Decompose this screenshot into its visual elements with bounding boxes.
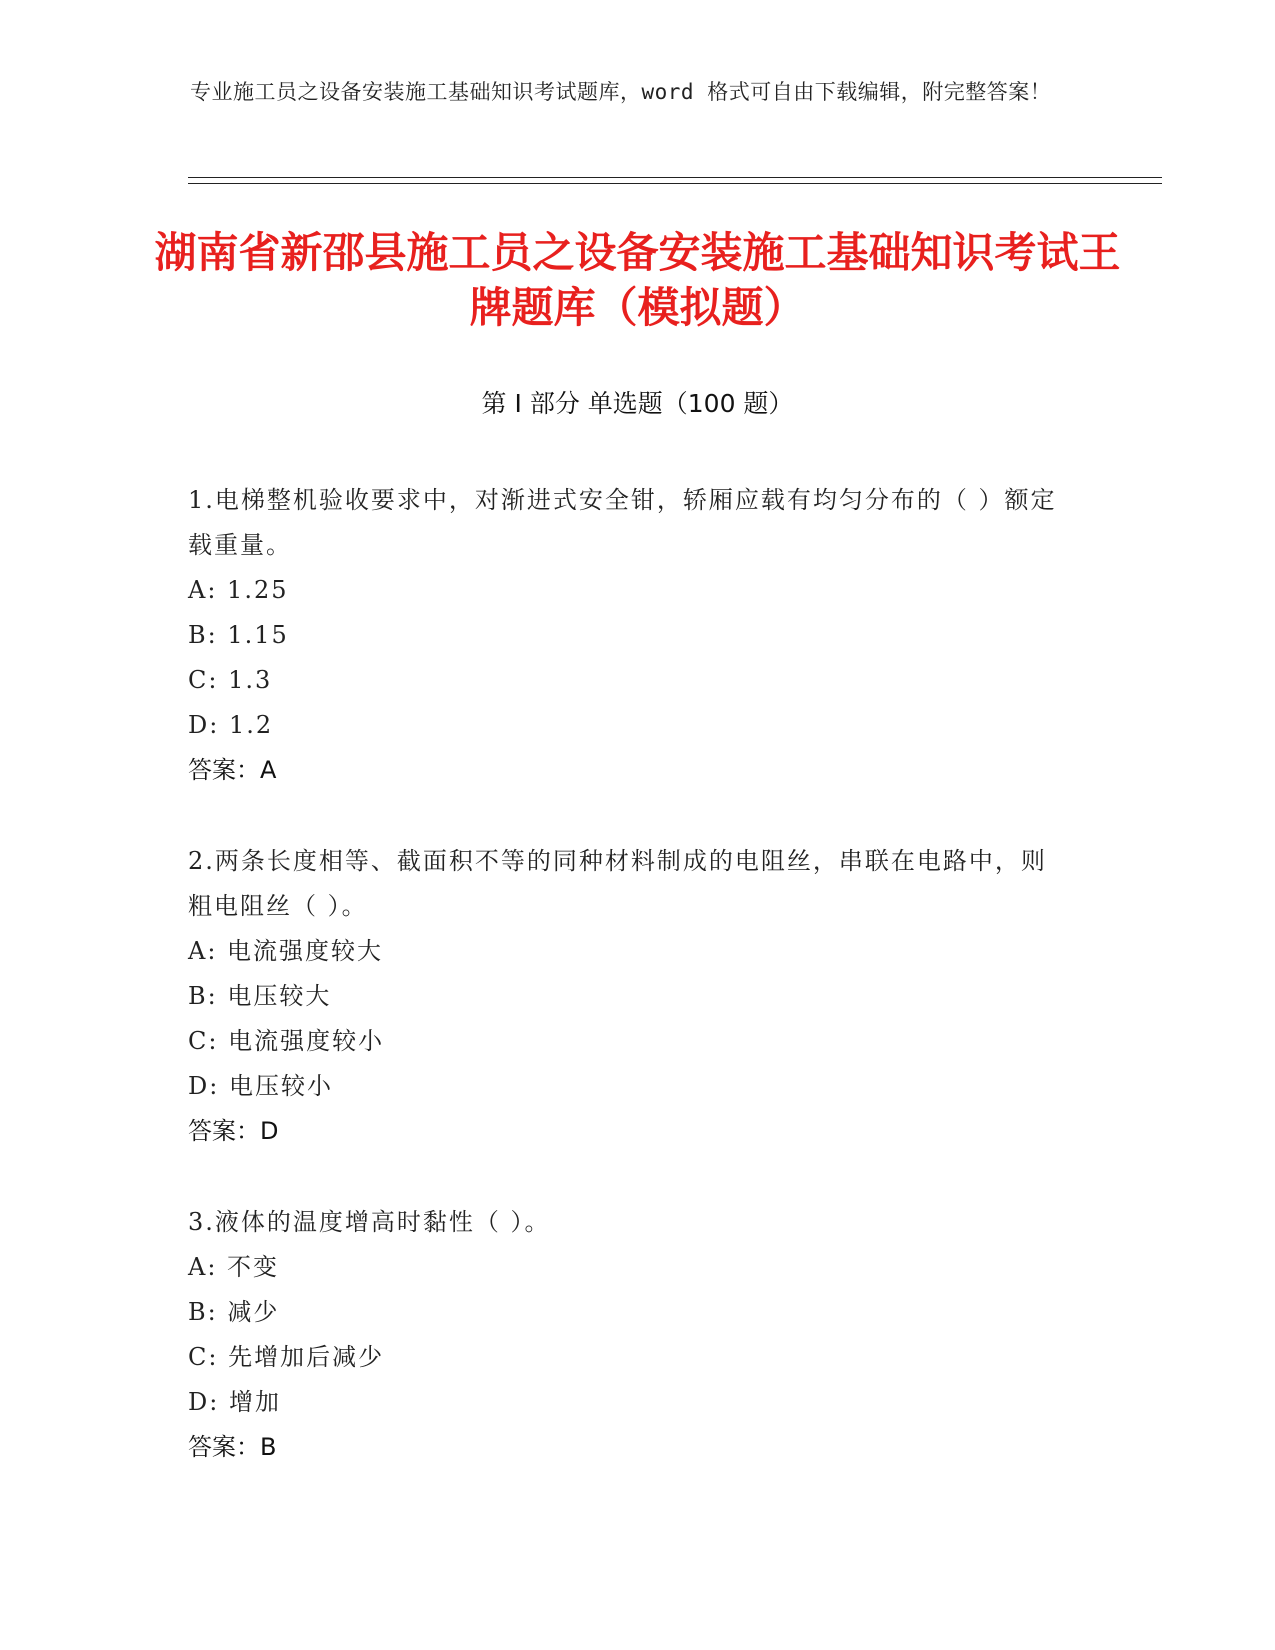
option-d: D: 电压较小 <box>188 1072 333 1100</box>
option-a: A: 不变 <box>188 1253 280 1281</box>
question-stem: 3.液体的温度增高时黏性（ ）。 <box>188 1208 551 1236</box>
answer-line: 答案：A <box>188 756 277 784</box>
question-2 <box>188 839 1068 1154</box>
question-1 <box>188 478 1068 793</box>
question-stem: 1.电梯整机验收要求中，对渐进式安全钳，轿厢应载有均匀分布的（ ）额定载重量。 <box>188 486 1057 559</box>
option-c: C: 1.3 <box>188 666 273 694</box>
option-b: B: 减少 <box>188 1298 280 1326</box>
document-title: 湖南省新邵县施工员之设备安装施工基础知识考试王牌题库（模拟题） <box>154 228 1121 332</box>
header-note: 专业施工员之设备安装施工基础知识考试题库，word 格式可自由下载编辑，附完整答案！ <box>190 80 1052 104</box>
question-list <box>188 478 1068 1516</box>
header-divider-top <box>188 177 1162 178</box>
option-a: A: 1.25 <box>188 576 289 604</box>
section-title: 第 I 部分 单选题（100 题） <box>481 389 794 418</box>
question-stem: 2.两条长度相等、截面积不等的同种材料制成的电阻丝，串联在电路中，则粗电阻丝（ ）。 <box>188 847 1047 920</box>
question-3 <box>188 1200 1068 1470</box>
option-c: C: 电流强度较小 <box>188 1027 385 1055</box>
option-b: B: 电压较大 <box>188 982 332 1010</box>
option-b: B: 1.15 <box>188 621 289 649</box>
answer-line: 答案：B <box>188 1433 277 1461</box>
answer-line: 答案：D <box>188 1117 279 1145</box>
option-d: D: 增加 <box>188 1388 281 1416</box>
option-d: D: 1.2 <box>188 711 274 739</box>
header-divider-bottom <box>188 183 1162 184</box>
option-c: C: 先增加后减少 <box>188 1343 385 1371</box>
option-a: A: 电流强度较大 <box>188 937 384 965</box>
